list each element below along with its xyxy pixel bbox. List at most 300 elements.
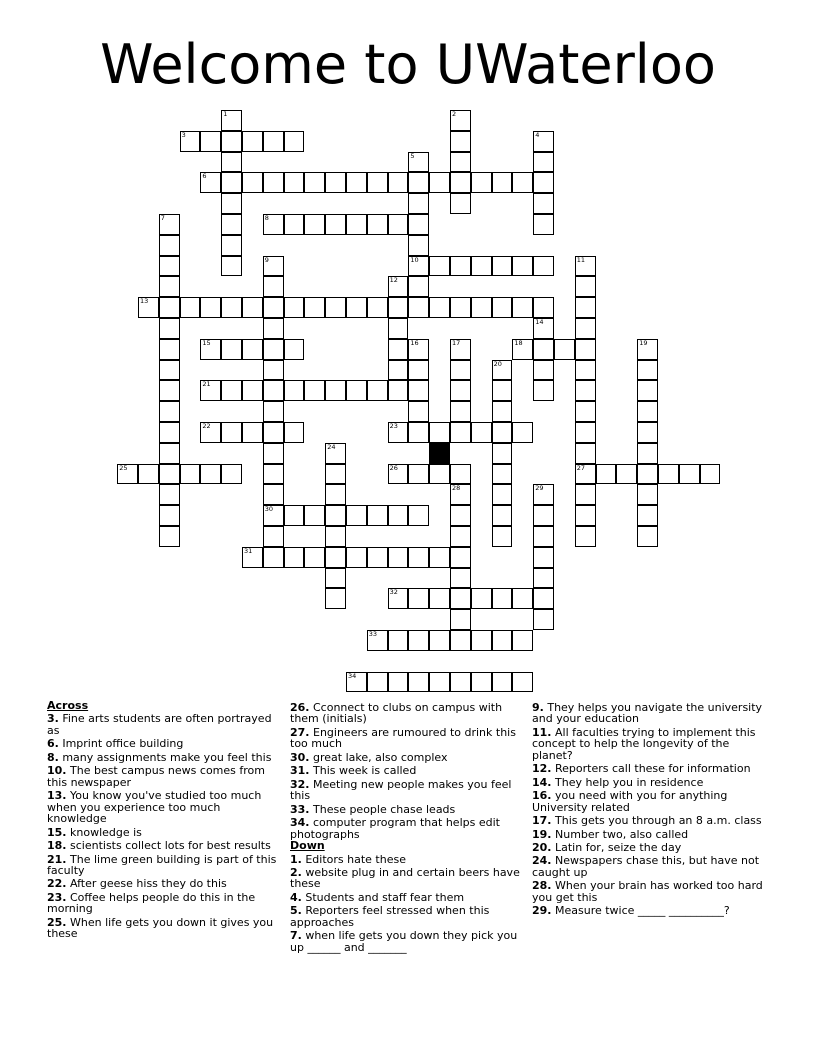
grid-cell[interactable] bbox=[408, 172, 429, 193]
clue-number: 11 bbox=[576, 255, 586, 264]
grid-cell[interactable] bbox=[512, 630, 533, 651]
grid-cell[interactable] bbox=[450, 193, 471, 214]
grid-cell[interactable] bbox=[263, 547, 284, 568]
clue-text: The lime green building is part of this faculty bbox=[47, 852, 277, 878]
grid-cell[interactable] bbox=[367, 505, 388, 526]
grid-cell[interactable] bbox=[554, 339, 575, 360]
grid-cell[interactable] bbox=[304, 547, 325, 568]
clue-number-label: 8. bbox=[47, 750, 59, 764]
grid-cell[interactable] bbox=[450, 380, 471, 401]
grid-cell[interactable] bbox=[284, 297, 305, 318]
grid-cell[interactable] bbox=[367, 214, 388, 235]
grid-cell[interactable] bbox=[221, 152, 242, 173]
clue-number-label: 18. bbox=[47, 839, 67, 853]
grid-cell[interactable] bbox=[408, 193, 429, 214]
grid-cell[interactable] bbox=[346, 214, 367, 235]
grid-cell[interactable] bbox=[263, 380, 284, 401]
grid-cell[interactable] bbox=[221, 422, 242, 443]
grid-cell[interactable] bbox=[138, 297, 159, 318]
grid-cell[interactable] bbox=[533, 505, 554, 526]
grid-cell[interactable] bbox=[575, 297, 596, 318]
grid-cell[interactable] bbox=[263, 484, 284, 505]
grid-cell[interactable] bbox=[450, 422, 471, 443]
grid-cell[interactable] bbox=[388, 360, 409, 381]
grid-cell[interactable] bbox=[450, 609, 471, 630]
grid-cell[interactable] bbox=[159, 235, 180, 256]
clue-number: 15 bbox=[202, 338, 211, 347]
grid-cell[interactable] bbox=[263, 360, 284, 381]
grid-cell[interactable] bbox=[533, 588, 554, 609]
clue-text: scientists collect lots for best results bbox=[70, 839, 271, 853]
clue-number: 17 bbox=[452, 338, 461, 347]
grid-cell[interactable] bbox=[575, 422, 596, 443]
grid-cell[interactable] bbox=[408, 360, 429, 381]
grid-cell[interactable] bbox=[221, 131, 242, 152]
grid-cell[interactable] bbox=[533, 609, 554, 630]
grid-cell[interactable] bbox=[221, 235, 242, 256]
grid-cell[interactable] bbox=[533, 297, 554, 318]
grid-cell[interactable] bbox=[159, 401, 180, 422]
grid-cell[interactable] bbox=[429, 547, 450, 568]
clue-number: 22 bbox=[202, 422, 211, 430]
grid-cell[interactable] bbox=[533, 214, 554, 235]
grid-cell[interactable] bbox=[346, 380, 367, 401]
grid-cell[interactable] bbox=[408, 505, 429, 526]
grid-cell[interactable] bbox=[492, 297, 513, 318]
grid-cell[interactable] bbox=[533, 131, 554, 152]
clue-number: 34 bbox=[348, 671, 357, 680]
grid-cell[interactable] bbox=[367, 672, 388, 693]
grid-cell[interactable] bbox=[658, 464, 679, 485]
grid-cell[interactable] bbox=[492, 360, 513, 381]
grid-cell[interactable] bbox=[408, 152, 429, 173]
grid-cell[interactable] bbox=[408, 297, 429, 318]
grid-cell[interactable] bbox=[575, 380, 596, 401]
grid-cell[interactable] bbox=[304, 172, 325, 193]
clue-text: many assignments make you feel this bbox=[62, 750, 272, 764]
grid-cell[interactable] bbox=[492, 505, 513, 526]
grid-cell[interactable] bbox=[512, 297, 533, 318]
grid-cell[interactable] bbox=[429, 256, 450, 277]
grid-cell[interactable] bbox=[284, 505, 305, 526]
grid-cell[interactable] bbox=[533, 380, 554, 401]
grid-cell[interactable] bbox=[388, 672, 409, 693]
grid-cell[interactable] bbox=[325, 464, 346, 485]
grid-cell[interactable] bbox=[200, 380, 221, 401]
grid-cell[interactable] bbox=[159, 505, 180, 526]
grid-cell[interactable] bbox=[325, 568, 346, 589]
grid-cell[interactable] bbox=[284, 214, 305, 235]
grid-cell[interactable] bbox=[512, 672, 533, 693]
grid-cell[interactable] bbox=[450, 630, 471, 651]
grid-cell[interactable] bbox=[180, 131, 201, 152]
grid-cell[interactable] bbox=[575, 401, 596, 422]
grid-cell[interactable] bbox=[575, 505, 596, 526]
grid-cell[interactable] bbox=[284, 339, 305, 360]
grid-cell[interactable] bbox=[325, 547, 346, 568]
grid-cell[interactable] bbox=[492, 588, 513, 609]
grid-cell[interactable] bbox=[408, 235, 429, 256]
grid-cell[interactable] bbox=[408, 547, 429, 568]
grid-cell[interactable] bbox=[159, 318, 180, 339]
grid-cell[interactable] bbox=[221, 297, 242, 318]
grid-cell[interactable] bbox=[471, 256, 492, 277]
grid-cell[interactable] bbox=[325, 505, 346, 526]
grid-cell[interactable] bbox=[533, 152, 554, 173]
grid-cell[interactable] bbox=[450, 484, 471, 505]
grid-cell[interactable] bbox=[637, 526, 658, 547]
clue-number: 12 bbox=[389, 276, 398, 285]
grid-cell[interactable] bbox=[450, 339, 471, 360]
grid-cell[interactable] bbox=[492, 484, 513, 505]
grid-cell[interactable] bbox=[429, 422, 450, 443]
grid-cell[interactable] bbox=[263, 131, 284, 152]
grid-cell[interactable] bbox=[408, 380, 429, 401]
grid-cell[interactable] bbox=[408, 339, 429, 360]
clue-number-label: 33. bbox=[290, 802, 310, 816]
grid-cell[interactable] bbox=[159, 276, 180, 297]
clue-number-label: 30. bbox=[290, 750, 310, 764]
across-clue bbox=[47, 892, 279, 915]
grid-cell[interactable] bbox=[221, 464, 242, 485]
grid-cell[interactable] bbox=[408, 464, 429, 485]
grid-cell[interactable] bbox=[408, 630, 429, 651]
grid-cell[interactable] bbox=[512, 172, 533, 193]
grid-cell[interactable] bbox=[450, 256, 471, 277]
across-clue bbox=[47, 752, 279, 764]
clue-number: 30 bbox=[264, 505, 274, 514]
clue-text: The best campus news comes from this newspaper bbox=[47, 764, 265, 789]
grid-cell[interactable] bbox=[221, 214, 242, 235]
grid-cell[interactable] bbox=[200, 464, 221, 485]
grid-cell[interactable] bbox=[408, 672, 429, 693]
grid-cell[interactable] bbox=[637, 422, 658, 443]
down-clue bbox=[532, 829, 764, 841]
grid-cell[interactable] bbox=[221, 380, 242, 401]
grid-cell[interactable] bbox=[533, 526, 554, 547]
clue-text: Engineers are rumoured to drink this too much bbox=[290, 725, 516, 751]
grid-cell[interactable] bbox=[471, 672, 492, 693]
grid-cell[interactable] bbox=[492, 256, 513, 277]
grid-cell[interactable] bbox=[429, 630, 450, 651]
grid-cell[interactable] bbox=[471, 422, 492, 443]
grid-cell[interactable] bbox=[304, 297, 325, 318]
grid-cell[interactable] bbox=[159, 443, 180, 464]
grid-cell[interactable] bbox=[325, 380, 346, 401]
grid-cell[interactable] bbox=[367, 172, 388, 193]
grid-cell[interactable] bbox=[263, 214, 284, 235]
grid-cell[interactable] bbox=[263, 422, 284, 443]
grid-cell[interactable] bbox=[367, 630, 388, 651]
grid-cell[interactable] bbox=[471, 588, 492, 609]
grid-cell[interactable] bbox=[346, 505, 367, 526]
grid-cell[interactable] bbox=[200, 339, 221, 360]
grid-cell[interactable] bbox=[575, 526, 596, 547]
grid-cell[interactable] bbox=[450, 152, 471, 173]
grid-cell[interactable] bbox=[200, 172, 221, 193]
grid-cell[interactable] bbox=[450, 526, 471, 547]
grid-cell[interactable] bbox=[575, 318, 596, 339]
grid-cell[interactable] bbox=[221, 193, 242, 214]
grid-cell[interactable] bbox=[117, 464, 138, 485]
grid-cell[interactable] bbox=[492, 672, 513, 693]
grid-cell[interactable] bbox=[263, 464, 284, 485]
grid-cell[interactable] bbox=[575, 339, 596, 360]
grid-cell[interactable] bbox=[200, 422, 221, 443]
grid-cell[interactable] bbox=[533, 172, 554, 193]
grid-cell[interactable] bbox=[325, 172, 346, 193]
grid-cell[interactable] bbox=[200, 131, 221, 152]
clue-column-3 bbox=[532, 700, 764, 917]
grid-cell[interactable] bbox=[159, 256, 180, 277]
grid-cell[interactable] bbox=[304, 380, 325, 401]
grid-cell[interactable] bbox=[575, 276, 596, 297]
grid-cell[interactable] bbox=[388, 318, 409, 339]
grid-cell[interactable] bbox=[408, 588, 429, 609]
clue-text: Latin for, seize the day bbox=[555, 840, 682, 854]
clue-number-label: 4. bbox=[290, 890, 302, 904]
grid-cell[interactable] bbox=[242, 297, 263, 318]
grid-cell[interactable] bbox=[263, 401, 284, 422]
grid-cell[interactable] bbox=[408, 276, 429, 297]
grid-cell[interactable] bbox=[221, 256, 242, 277]
grid-cell[interactable] bbox=[159, 526, 180, 547]
grid-cell[interactable] bbox=[325, 484, 346, 505]
grid-cell[interactable] bbox=[679, 464, 700, 485]
grid-cell[interactable] bbox=[159, 214, 180, 235]
grid-cell[interactable] bbox=[388, 276, 409, 297]
across-clue bbox=[290, 765, 522, 777]
grid-cell[interactable] bbox=[492, 464, 513, 485]
grid-cell[interactable] bbox=[450, 568, 471, 589]
clue-number: 18 bbox=[514, 338, 523, 347]
clue-number: 33 bbox=[368, 630, 378, 638]
grid-cell[interactable] bbox=[325, 443, 346, 464]
grid-cell[interactable] bbox=[533, 339, 554, 360]
across-clue bbox=[290, 752, 522, 764]
grid-cell[interactable] bbox=[429, 297, 450, 318]
grid-cell[interactable] bbox=[533, 256, 554, 277]
grid-cell[interactable] bbox=[492, 630, 513, 651]
grid-cell[interactable] bbox=[637, 464, 658, 485]
grid-cell[interactable] bbox=[408, 401, 429, 422]
grid-cell[interactable] bbox=[242, 547, 263, 568]
grid-cell[interactable] bbox=[450, 464, 471, 485]
grid-cell[interactable] bbox=[284, 547, 305, 568]
grid-cell[interactable] bbox=[346, 672, 367, 693]
grid-cell[interactable] bbox=[450, 547, 471, 568]
grid-cell[interactable] bbox=[492, 401, 513, 422]
grid-cell[interactable] bbox=[450, 131, 471, 152]
puzzle-title: Welcome to UWaterloo bbox=[100, 33, 716, 96]
grid-cell[interactable] bbox=[450, 401, 471, 422]
grid-cell[interactable] bbox=[284, 422, 305, 443]
grid-cell[interactable] bbox=[325, 526, 346, 547]
grid-cell[interactable] bbox=[512, 422, 533, 443]
grid-cell[interactable] bbox=[221, 110, 242, 131]
grid-cell[interactable] bbox=[429, 672, 450, 693]
grid-cell[interactable] bbox=[159, 464, 180, 485]
grid-cell[interactable] bbox=[492, 443, 513, 464]
grid-cell[interactable] bbox=[325, 214, 346, 235]
grid-cell[interactable] bbox=[388, 172, 409, 193]
grid-cell[interactable] bbox=[575, 360, 596, 381]
grid-cell[interactable] bbox=[512, 588, 533, 609]
grid-cell[interactable] bbox=[284, 380, 305, 401]
clue-number: 3 bbox=[181, 130, 186, 139]
grid-cell[interactable] bbox=[450, 297, 471, 318]
grid-cell[interactable] bbox=[263, 256, 284, 277]
grid-cell[interactable] bbox=[346, 547, 367, 568]
grid-cell[interactable] bbox=[429, 588, 450, 609]
grid-cell[interactable] bbox=[408, 214, 429, 235]
across-clue bbox=[47, 765, 279, 788]
grid-cell[interactable] bbox=[637, 505, 658, 526]
grid-cell[interactable] bbox=[159, 422, 180, 443]
grid-cell[interactable] bbox=[159, 484, 180, 505]
grid-cell[interactable] bbox=[492, 380, 513, 401]
clue-number: 13 bbox=[140, 297, 149, 306]
grid-cell[interactable] bbox=[637, 380, 658, 401]
grid-cell[interactable] bbox=[471, 630, 492, 651]
grid-cell[interactable] bbox=[242, 380, 263, 401]
grid-cell[interactable] bbox=[450, 360, 471, 381]
clue-number: 9 bbox=[264, 255, 269, 264]
grid-cell[interactable] bbox=[263, 526, 284, 547]
grid-cell[interactable] bbox=[637, 339, 658, 360]
grid-cell[interactable] bbox=[408, 422, 429, 443]
grid-cell[interactable] bbox=[263, 339, 284, 360]
grid-cell[interactable] bbox=[596, 464, 617, 485]
down-clue bbox=[532, 790, 764, 813]
grid-cell[interactable] bbox=[367, 547, 388, 568]
clue-number: 2 bbox=[452, 110, 457, 118]
grid-cell[interactable] bbox=[429, 172, 450, 193]
grid-cell[interactable] bbox=[304, 505, 325, 526]
grid-cell[interactable] bbox=[388, 297, 409, 318]
grid-cell[interactable] bbox=[429, 464, 450, 485]
grid-cell[interactable] bbox=[450, 172, 471, 193]
grid-cell[interactable] bbox=[637, 484, 658, 505]
grid-cell[interactable] bbox=[263, 318, 284, 339]
grid-cell[interactable] bbox=[492, 172, 513, 193]
grid-cell[interactable] bbox=[180, 464, 201, 485]
grid-cell[interactable] bbox=[388, 588, 409, 609]
grid-cell[interactable] bbox=[242, 339, 263, 360]
grid-cell[interactable] bbox=[242, 422, 263, 443]
grid-cell[interactable] bbox=[533, 547, 554, 568]
grid-cell[interactable] bbox=[221, 339, 242, 360]
grid-cell[interactable] bbox=[388, 339, 409, 360]
grid-cell[interactable] bbox=[325, 297, 346, 318]
grid-cell[interactable] bbox=[492, 422, 513, 443]
grid-cell[interactable] bbox=[284, 131, 305, 152]
clue-number-label: 24. bbox=[532, 854, 552, 868]
grid-cell[interactable] bbox=[533, 193, 554, 214]
grid-cell[interactable] bbox=[304, 214, 325, 235]
grid-cell[interactable] bbox=[575, 256, 596, 277]
grid-cell[interactable] bbox=[138, 464, 159, 485]
clue-number-label: 16. bbox=[532, 789, 552, 803]
grid-cell[interactable] bbox=[533, 484, 554, 505]
grid-cell[interactable] bbox=[700, 464, 721, 485]
grid-cell[interactable] bbox=[637, 360, 658, 381]
clue-number-label: 28. bbox=[532, 879, 552, 893]
grid-cell[interactable] bbox=[388, 505, 409, 526]
grid-cell[interactable] bbox=[159, 380, 180, 401]
grid-cell[interactable] bbox=[284, 172, 305, 193]
grid-cell[interactable] bbox=[263, 276, 284, 297]
grid-cell[interactable] bbox=[367, 297, 388, 318]
grid-cell[interactable] bbox=[388, 464, 409, 485]
grid-cell[interactable] bbox=[221, 172, 242, 193]
grid-cell[interactable] bbox=[263, 505, 284, 526]
clue-number-label: 26. bbox=[290, 700, 310, 714]
grid-cell[interactable] bbox=[408, 256, 429, 277]
grid-cell[interactable] bbox=[450, 588, 471, 609]
grid-cell[interactable] bbox=[533, 318, 554, 339]
grid-cell[interactable] bbox=[367, 380, 388, 401]
grid-cell[interactable] bbox=[616, 464, 637, 485]
grid-cell[interactable] bbox=[263, 443, 284, 464]
grid-cell[interactable] bbox=[180, 297, 201, 318]
clue-section-header: Across bbox=[47, 699, 89, 712]
grid-cell[interactable] bbox=[637, 443, 658, 464]
grid-cell[interactable] bbox=[242, 131, 263, 152]
grid-cell[interactable] bbox=[450, 505, 471, 526]
grid-cell[interactable] bbox=[263, 172, 284, 193]
grid-cell[interactable] bbox=[450, 672, 471, 693]
grid-cell[interactable] bbox=[471, 172, 492, 193]
grid-cell[interactable] bbox=[388, 214, 409, 235]
grid-cell[interactable] bbox=[533, 568, 554, 589]
across-clue bbox=[290, 727, 522, 750]
grid-cell[interactable] bbox=[388, 547, 409, 568]
grid-cell[interactable] bbox=[492, 526, 513, 547]
grid-cell[interactable] bbox=[637, 401, 658, 422]
clue-text: Cconnect to clubs on campus with them (initials) bbox=[290, 700, 503, 726]
grid-cell[interactable] bbox=[159, 360, 180, 381]
grid-cell[interactable] bbox=[575, 443, 596, 464]
grid-cell[interactable] bbox=[159, 339, 180, 360]
grid-cell[interactable] bbox=[346, 172, 367, 193]
clue-number-label: 11. bbox=[532, 725, 552, 739]
clue-text: when life gets you down they pick you up ______ and _______ bbox=[290, 929, 518, 954]
grid-cell[interactable] bbox=[575, 484, 596, 505]
across-clue bbox=[47, 917, 279, 940]
grid-cell[interactable] bbox=[471, 297, 492, 318]
grid-cell[interactable] bbox=[388, 630, 409, 651]
clue-text: Reporters feel stressed when this approaches bbox=[290, 904, 490, 929]
grid-cell[interactable] bbox=[512, 339, 533, 360]
across-clue bbox=[47, 878, 279, 890]
grid-cell[interactable] bbox=[512, 256, 533, 277]
grid-cell[interactable] bbox=[263, 297, 284, 318]
grid-cell[interactable] bbox=[388, 422, 409, 443]
clue-number: 25 bbox=[119, 463, 128, 472]
grid-cell[interactable] bbox=[159, 297, 180, 318]
across-clue bbox=[47, 827, 279, 839]
grid-cell[interactable] bbox=[200, 297, 221, 318]
grid-cell[interactable] bbox=[450, 110, 471, 131]
black-cell bbox=[429, 443, 450, 464]
grid-cell[interactable] bbox=[346, 297, 367, 318]
grid-cell[interactable] bbox=[575, 464, 596, 485]
grid-cell[interactable] bbox=[325, 588, 346, 609]
grid-cell[interactable] bbox=[242, 172, 263, 193]
grid-cell[interactable] bbox=[533, 360, 554, 381]
grid-cell[interactable] bbox=[388, 380, 409, 401]
